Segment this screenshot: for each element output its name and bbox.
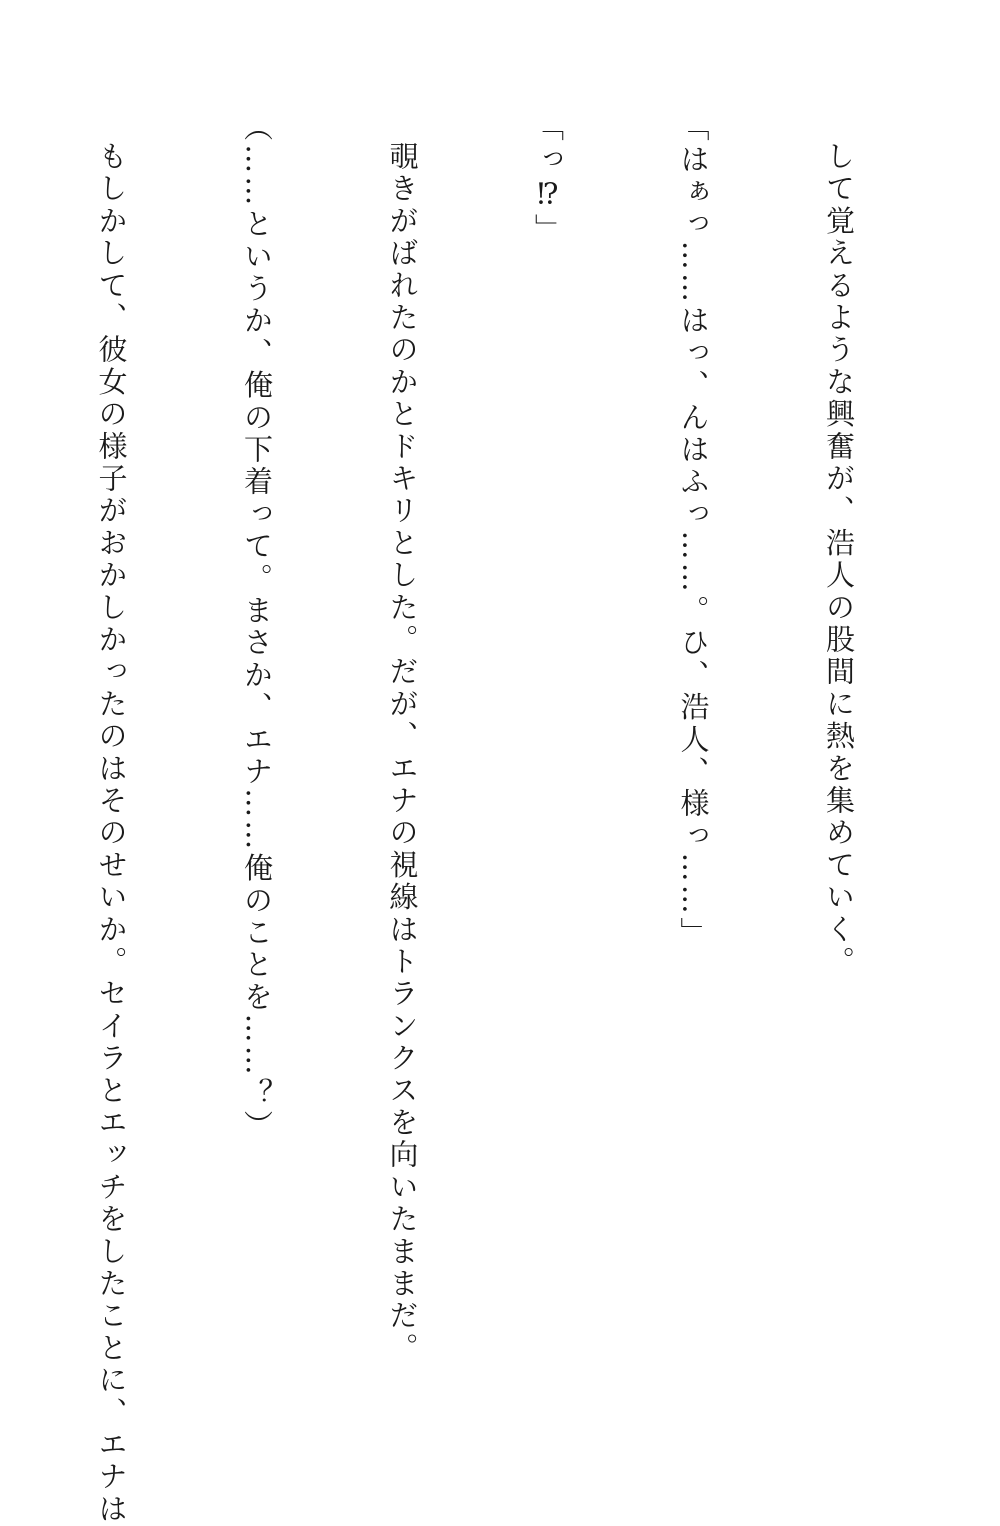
narration-line: して覚えるような興奮が、浩人の股間に熱を集めていく。 [822,141,856,979]
vertical-text-body [94,112,960,1526]
narration-line: 覗きがばれたのかとドキリとした。だが、エナの視線はトランクスを向いたままだ。 [385,141,420,1365]
narration-line: もしかして、彼女の様子がおかしかったのはそのせいか。セイラとエッチをしたことに、エナは [94,141,129,1526]
dialogue-line: 「っ⁉」 [531,112,565,246]
dialogue-line: 「はぁっ……はっ、んはふっ……。ひ、浩人、様っ……」 [676,112,711,950]
thought-line: （……というか、俺の下着って。まさか、エナ……俺のことを……？） [240,112,274,1143]
